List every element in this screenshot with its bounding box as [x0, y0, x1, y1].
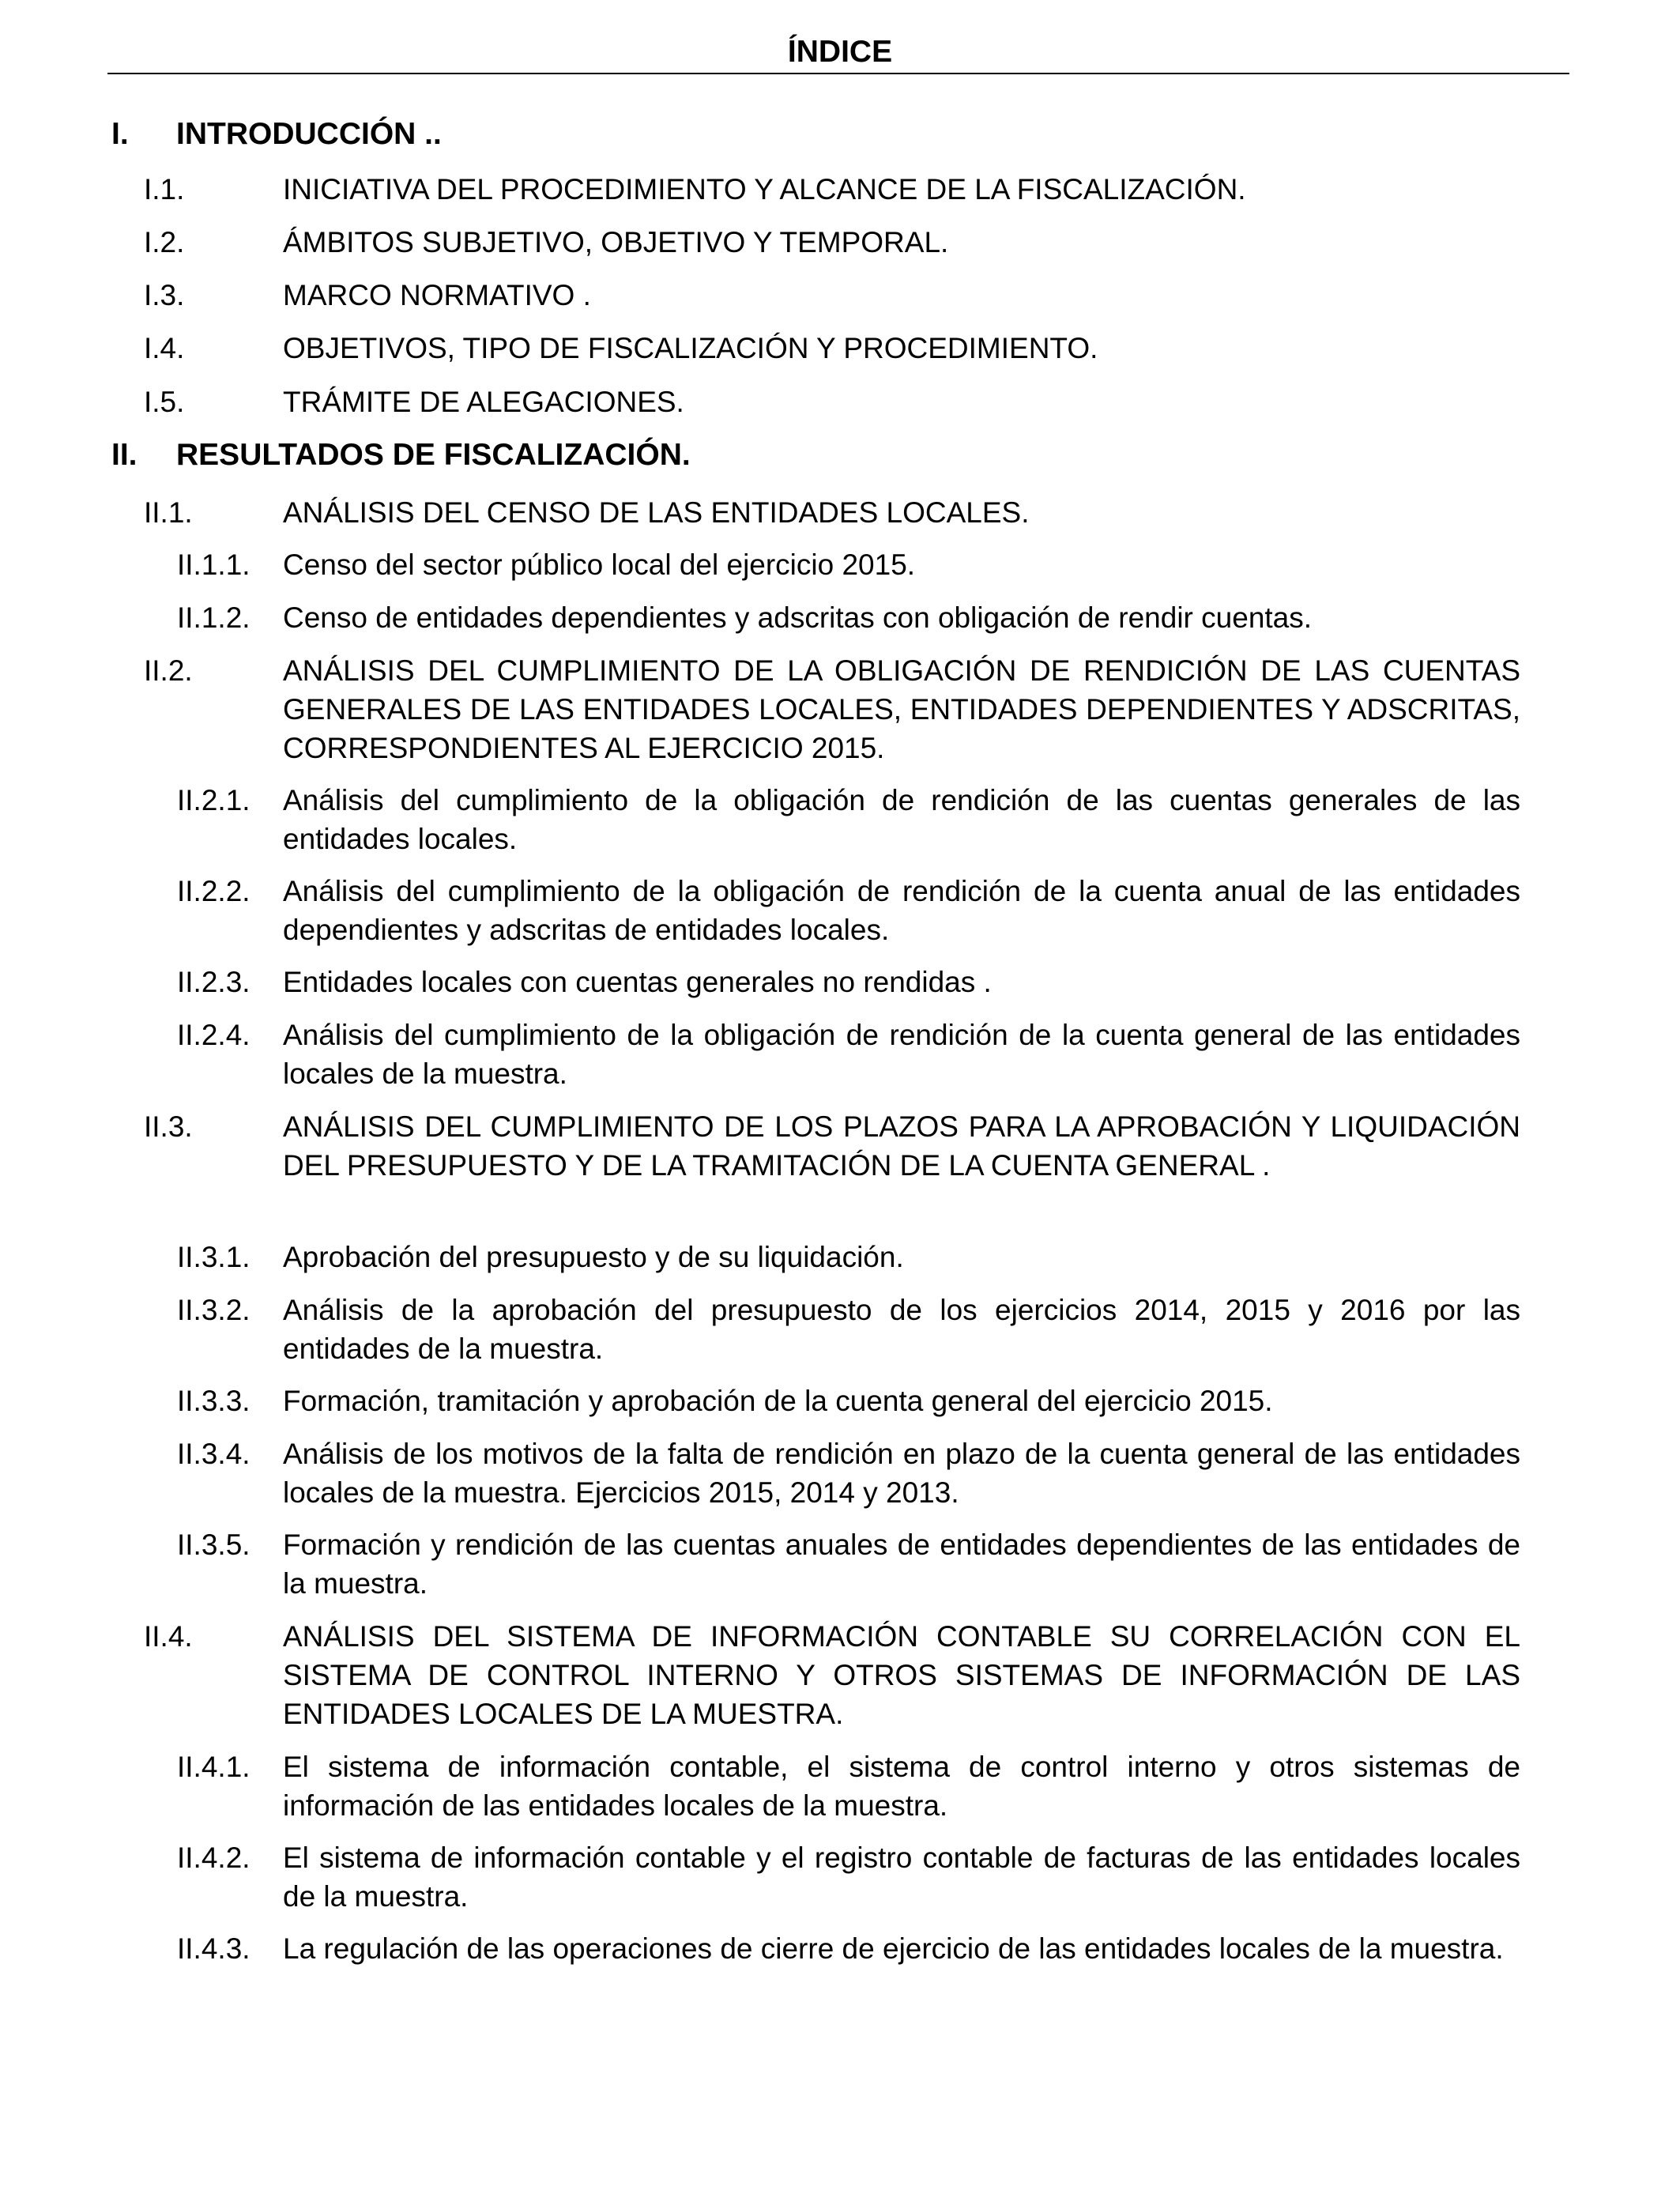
- toc-text: Entidades locales con cuentas generales no rendidas .: [283, 966, 992, 998]
- toc-text: Censo del sector público local del ejercicio 2015.: [283, 548, 916, 581]
- toc-text: TRÁMITE DE ALEGACIONES.: [283, 386, 684, 418]
- toc-text: ÁMBITOS SUBJETIVO, OBJETIVO Y TEMPORAL.: [283, 226, 949, 258]
- toc-number: II.4.1.: [177, 1751, 250, 1783]
- toc-number: II.2.2.: [177, 875, 250, 907]
- toc-number: I.5.: [144, 386, 185, 418]
- toc-number: II.3.5.: [177, 1529, 250, 1561]
- toc-text: RESULTADOS DE FISCALIZACIÓN.: [176, 438, 691, 472]
- toc-number: II.3.4.: [177, 1438, 250, 1470]
- toc-text: OBJETIVOS, TIPO DE FISCALIZACIÓN Y PROCEDIMIENTO.: [283, 332, 1098, 364]
- toc-number: II.3.1.: [177, 1241, 250, 1273]
- toc-text: ANÁLISIS DEL SISTEMA DE INFORMACIÓN CONTABLE SU CORRELACIÓN CON EL SISTEMA DE CONTROL INTERNO Y OTROS SISTEMAS DE INFORMACIÓN DE LAS ENTIDADES LOCALES DE LA MUESTRA.: [283, 1620, 1520, 1730]
- toc-number: II.1.1.: [177, 548, 250, 581]
- toc-text: Análisis del cumplimiento de la obligación de rendición de las cuentas generales de las entidades locales.: [283, 784, 1520, 855]
- toc-number: II.1.2.: [177, 601, 250, 634]
- toc-text: ANÁLISIS DEL CUMPLIMIENTO DE LOS PLAZOS PARA LA APROBACIÓN Y LIQUIDACIÓN DEL PRESUPUESTO Y DE LA TRAMITACIÓN DE LA CUENTA GENERAL .: [283, 1110, 1520, 1182]
- toc-text: Análisis del cumplimiento de la obligación de rendición de la cuenta general de las entidades locales de la muestra.: [283, 1019, 1520, 1090]
- title-divider: [107, 73, 1569, 74]
- toc-text: La regulación de las operaciones de cierre de ejercicio de las entidades locales de la muestra.: [283, 1932, 1504, 1965]
- toc-number: II.4.: [144, 1620, 193, 1653]
- toc-number: II.4.3.: [177, 1932, 250, 1965]
- toc-text: Análisis de la aprobación del presupuesto de los ejercicios 2014, 2015 y 2016 por las entidades de la muestra.: [283, 1294, 1520, 1365]
- toc-number: I.3.: [144, 279, 185, 311]
- toc-text: El sistema de información contable y el registro contable de facturas de las entidades locales de la muestra.: [283, 1842, 1520, 1913]
- toc-text: Análisis de los motivos de la falta de rendición en plazo de la cuenta general de las entidades locales de la muestra. Ejercicios 2015, 2014 y 2013.: [283, 1438, 1520, 1509]
- toc-number: II.3.: [144, 1110, 193, 1143]
- toc-number: I.1.: [144, 173, 185, 205]
- toc-number: II.4.2.: [177, 1842, 250, 1874]
- toc-number: II.: [111, 438, 137, 472]
- toc-text: INICIATIVA DEL PROCEDIMIENTO Y ALCANCE DE LA FISCALIZACIÓN.: [283, 173, 1246, 205]
- toc-text: ANÁLISIS DEL CUMPLIMIENTO DE LA OBLIGACIÓN DE RENDICIÓN DE LAS CUENTAS GENERALES DE LAS ENTIDADES LOCALES, ENTIDADES DEPENDIENTES Y ADSCRITAS, CORRESPONDIENTES AL EJERCICIO 2015.: [283, 654, 1520, 764]
- toc-number: II.3.2.: [177, 1294, 250, 1326]
- toc-number: II.2.3.: [177, 966, 250, 998]
- toc-text: INTRODUCCIÓN ..: [176, 117, 442, 151]
- toc-number: I.: [111, 117, 129, 151]
- toc-text: Formación y rendición de las cuentas anuales de entidades dependientes de las entidades de la muestra.: [283, 1529, 1520, 1600]
- toc-text: Aprobación del presupuesto y de su liquidación.: [283, 1241, 904, 1273]
- toc-text: Análisis del cumplimiento de la obligación de rendición de la cuenta anual de las entidades dependientes y adscritas de entidades locales.: [283, 875, 1520, 946]
- toc-number: II.2.1.: [177, 784, 250, 816]
- toc-number: I.2.: [144, 226, 185, 258]
- toc-number: II.2.4.: [177, 1019, 250, 1051]
- page-title: ÍNDICE: [787, 35, 893, 69]
- toc-number: II.1.: [144, 496, 193, 529]
- toc-number: I.4.: [144, 332, 185, 364]
- toc-text: MARCO NORMATIVO .: [283, 279, 591, 311]
- toc-number: II.2.: [144, 654, 193, 687]
- toc-text: El sistema de información contable, el sistema de control interno y otros sistemas de información de las entidades locales de la muestra.: [283, 1751, 1520, 1822]
- toc-text: Formación, tramitación y aprobación de la cuenta general del ejercicio 2015.: [283, 1385, 1273, 1417]
- toc-number: II.3.3.: [177, 1385, 250, 1417]
- toc-text: Censo de entidades dependientes y adscritas con obligación de rendir cuentas.: [283, 601, 1313, 634]
- toc-text: ANÁLISIS DEL CENSO DE LAS ENTIDADES LOCALES.: [283, 496, 1030, 529]
